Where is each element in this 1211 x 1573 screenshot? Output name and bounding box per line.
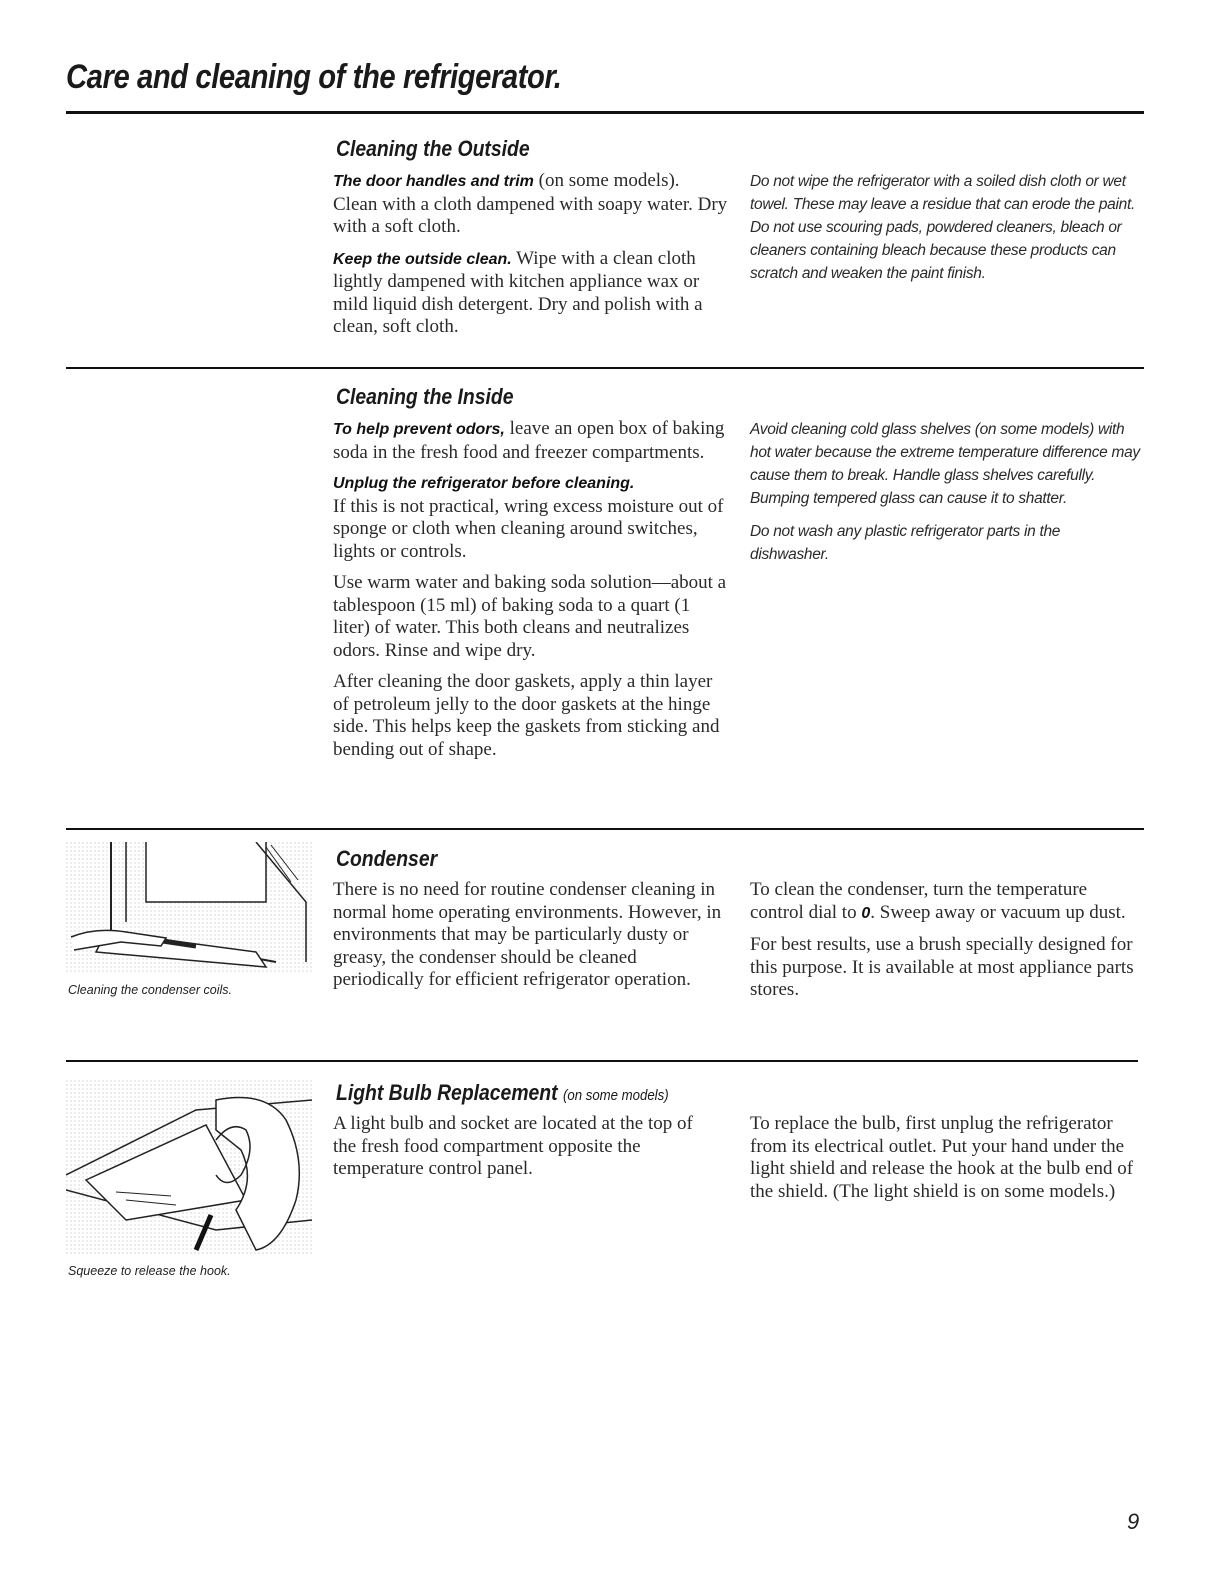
light-bulb-paragraph-2: To replace the bulb, first unplug the refrigerator from its electrical outlet. Put your hand under the light shield and release the hook at the bulb end of the shield. (The light shield is on some models.) — [750, 1113, 1134, 1202]
outside-body — [333, 170, 728, 348]
outside-p1-lead: The door handles and trim — [333, 173, 534, 190]
inside-paragraph-1 — [333, 418, 728, 464]
light-bulb-illustration — [66, 1080, 312, 1254]
section-heading-condenser: Condenser — [336, 846, 438, 871]
inside-paragraph-2 — [333, 473, 728, 563]
inside-notes — [750, 418, 1142, 576]
section-rule — [66, 1060, 1138, 1062]
light-bulb-heading-text: Light Bulb Replacement — [336, 1080, 558, 1105]
outside-paragraph-1 — [333, 170, 728, 239]
inside-note-2: Do not wash any plastic refrigerator parts in the dishwasher. — [750, 523, 1061, 563]
light-bulb-body-right — [750, 1113, 1150, 1212]
inside-p2-text: If this is not practical, wring excess moisture out of sponge or cloth when cleaning around switches, lights or controls. — [333, 495, 724, 562]
outside-p2-text: Wipe with a clean cloth lightly dampened with kitchen appliance wax or mild liquid dish detergent. Dry and polish with a clean, soft cloth. — [333, 247, 703, 337]
condenser-paragraph-1: There is no need for routine condenser cleaning in normal home operating environments. However, in environments that may be particularly dusty or greasy, the condenser should be cleaned periodically for efficient refrigerator operation. — [333, 879, 722, 990]
outside-p2-lead: Keep the outside clean. — [333, 250, 512, 268]
condenser-cleaning-illustration — [66, 842, 312, 972]
condenser-paragraph-3: For best results, use a brush specially designed for this purpose. It is available at most appliance parts stores. — [750, 934, 1134, 1000]
condenser-dial-setting: 0 — [861, 904, 871, 922]
section-heading-light-bulb — [336, 1080, 669, 1106]
section-heading-outside: Cleaning the Outside — [336, 136, 530, 161]
condenser-body — [333, 879, 728, 1001]
page-number: 9 — [1127, 1509, 1140, 1534]
light-bulb-illustration-svg — [66, 1080, 312, 1254]
inside-p1-text: leave an open box of baking soda in the fresh food and freezer compartments. — [333, 418, 725, 463]
outside-note-text: Do not wipe the refrigerator with a soiled dish cloth or wet towel. These may leave a residue that can erode the paint. Do not use scouring pads, powdered cleaners, bleach or cleaners containing bleach because these products can scratch and weaken the paint finish. — [750, 173, 1135, 282]
inside-paragraph-4: After cleaning the door gaskets, apply a thin layer of petroleum jelly to the door gaskets at the hinge side. This helps keep the gaskets from sticking and bending out of shape. — [333, 671, 720, 760]
section-heading-inside: Cleaning the Inside — [336, 384, 514, 409]
inside-p2-lead: Unplug the refrigerator before cleaning. — [333, 475, 635, 492]
inside-paragraph-3: Use warm water and baking soda solution—about a tablespoon (15 ml) of baking soda to a quart (1 liter) of water. This both cleans and neutralizes odors. Rinse and wipe dry. — [333, 572, 727, 661]
page-title: Care and cleaning of the refrigerator. — [66, 58, 562, 96]
section-rule — [66, 367, 1144, 369]
inside-body — [333, 418, 728, 770]
inside-p1-lead: To help prevent odors, — [333, 421, 505, 438]
condenser-body-right — [750, 879, 1140, 1011]
outside-note — [750, 170, 1142, 295]
light-bulb-body — [333, 1113, 713, 1190]
condenser-illustration-svg — [66, 842, 312, 972]
condenser-caption: Cleaning the condenser coils. — [68, 983, 232, 997]
light-bulb-heading-note: (on some models) — [562, 1087, 669, 1104]
outside-p1-text: (on some models). Clean with a cloth dampened with soapy water. Dry with a soft cloth. — [333, 170, 728, 237]
light-bulb-paragraph-1: A light bulb and socket are located at the top of the fresh food compartment opposite the temperature control panel. — [333, 1113, 693, 1179]
section-rule — [66, 828, 1144, 830]
light-bulb-caption: Squeeze to release the hook. — [68, 1264, 231, 1278]
condenser-p2-text-c: . Sweep away or vacuum up dust. — [870, 901, 1126, 923]
inside-note-1: Avoid cleaning cold glass shelves (on some models) with hot water because the extreme temperature difference may cause them to break. Handle glass shelves carefully. Bumping tempered glass can cause it to shatter. — [750, 421, 1140, 507]
condenser-paragraph-2 — [750, 879, 1140, 925]
outside-paragraph-2 — [333, 248, 728, 339]
title-rule — [66, 111, 1144, 114]
condenser-p2-text-a: To clean the condenser, turn the temperature control dial to — [750, 879, 1088, 923]
